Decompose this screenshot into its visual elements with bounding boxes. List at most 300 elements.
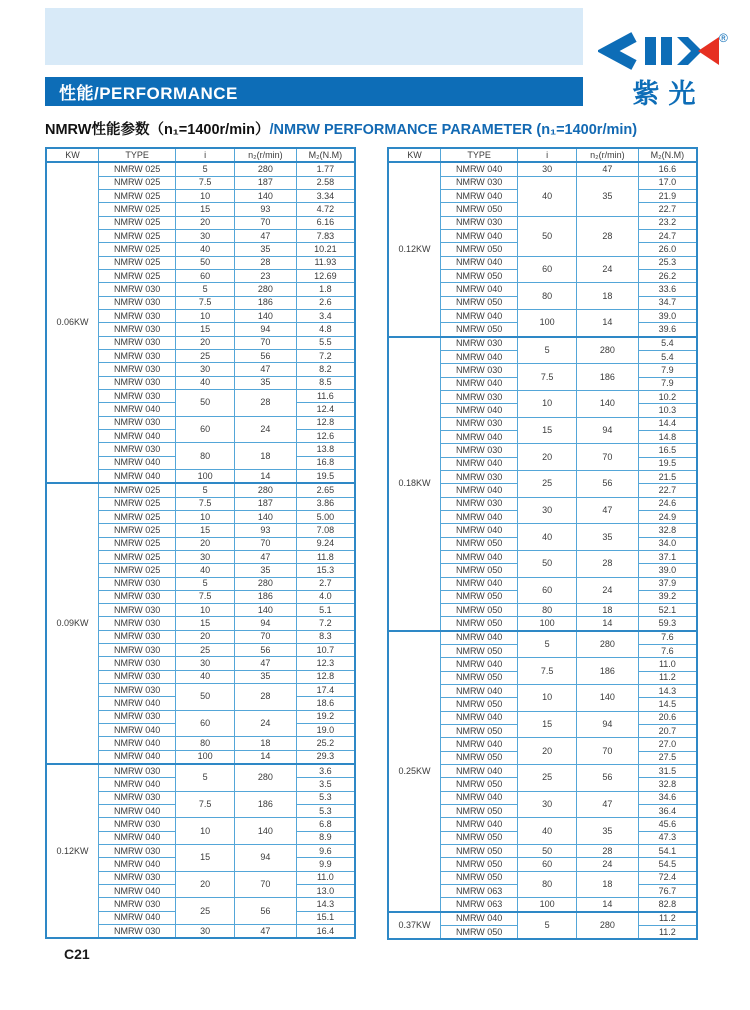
speed-cell: 35 <box>234 564 296 577</box>
logo-mark-icon <box>598 30 730 74</box>
type-cell: NMRW 025 <box>99 497 176 510</box>
speed-cell: 280 <box>576 912 638 940</box>
ratio-cell: 80 <box>176 443 235 470</box>
speed-cell: 280 <box>576 631 638 658</box>
ratio-cell: 5 <box>176 577 235 590</box>
type-cell: NMRW 050 <box>441 671 518 684</box>
column-header: TYPE <box>441 148 518 162</box>
speed-cell: 94 <box>234 323 296 336</box>
ratio-cell: 30 <box>176 550 235 563</box>
ratio-cell: 40 <box>176 564 235 577</box>
type-cell: NMRW 025 <box>99 564 176 577</box>
type-cell: NMRW 050 <box>441 269 518 282</box>
ratio-cell: 20 <box>176 537 235 550</box>
type-cell: NMRW 050 <box>441 698 518 711</box>
ratio-cell: 7.5 <box>518 364 577 391</box>
type-cell: NMRW 030 <box>99 657 176 670</box>
torque-cell: 19.2 <box>296 710 355 723</box>
speed-cell: 93 <box>234 203 296 216</box>
torque-cell: 72.4 <box>638 871 697 884</box>
speed-cell: 187 <box>234 176 296 189</box>
ratio-cell: 40 <box>518 818 577 845</box>
table-row <box>46 764 355 778</box>
ratio-cell: 80 <box>518 604 577 617</box>
ratio-cell: 40 <box>176 670 235 683</box>
torque-cell: 36.4 <box>638 805 697 818</box>
type-cell: NMRW 030 <box>99 764 176 778</box>
speed-cell: 24 <box>234 416 296 443</box>
type-cell: NMRW 030 <box>99 898 176 911</box>
type-cell: NMRW 030 <box>99 791 176 804</box>
ratio-cell: 80 <box>518 871 577 898</box>
type-cell: NMRW 040 <box>441 738 518 751</box>
type-cell: NMRW 030 <box>99 684 176 697</box>
torque-cell: 10.21 <box>296 243 355 256</box>
type-cell: NMRW 040 <box>441 912 518 926</box>
type-cell: NMRW 050 <box>441 831 518 844</box>
type-cell: NMRW 030 <box>441 417 518 430</box>
speed-cell: 28 <box>576 845 638 858</box>
type-cell: NMRW 040 <box>441 685 518 698</box>
torque-cell: 11.0 <box>638 658 697 671</box>
speed-cell: 187 <box>234 497 296 510</box>
type-cell: NMRW 030 <box>99 630 176 643</box>
table-row <box>388 631 697 645</box>
ratio-cell: 10 <box>518 685 577 712</box>
torque-cell: 4.0 <box>296 590 355 603</box>
kw-cell: 0.37KW <box>388 912 441 940</box>
table-header-row <box>388 148 697 162</box>
type-cell: NMRW 030 <box>441 216 518 229</box>
decor-panel <box>45 8 583 65</box>
type-cell: NMRW 025 <box>99 189 176 202</box>
torque-cell: 47.3 <box>638 831 697 844</box>
torque-cell: 5.4 <box>638 350 697 363</box>
kw-cell: 0.18KW <box>388 337 441 631</box>
torque-cell: 2.65 <box>296 483 355 497</box>
type-cell: NMRW 040 <box>441 256 518 269</box>
speed-cell: 140 <box>576 685 638 712</box>
section-title: 性能/PERFORMANCE <box>59 84 238 103</box>
ratio-cell: 50 <box>518 845 577 858</box>
torque-cell: 7.9 <box>638 364 697 377</box>
torque-cell: 20.7 <box>638 725 697 738</box>
brand-logo <box>598 30 730 110</box>
type-cell: NMRW 025 <box>99 524 176 537</box>
ratio-cell: 5 <box>518 337 577 364</box>
speed-cell: 47 <box>234 925 296 939</box>
speed-cell: 140 <box>234 189 296 202</box>
torque-cell: 11.93 <box>296 256 355 269</box>
type-cell: NMRW 040 <box>99 858 176 871</box>
torque-cell: 8.2 <box>296 363 355 376</box>
type-cell: NMRW 040 <box>99 403 176 416</box>
ratio-cell: 30 <box>176 657 235 670</box>
speed-cell: 35 <box>576 818 638 845</box>
speed-cell: 24 <box>234 710 296 737</box>
speed-cell: 24 <box>576 858 638 871</box>
speed-cell: 18 <box>576 604 638 617</box>
torque-cell: 12.69 <box>296 269 355 282</box>
speed-cell: 94 <box>234 845 296 872</box>
torque-cell: 20.6 <box>638 711 697 724</box>
torque-cell: 19.0 <box>296 724 355 737</box>
torque-cell: 7.2 <box>296 349 355 362</box>
type-cell: NMRW 030 <box>99 349 176 362</box>
torque-cell: 8.9 <box>296 831 355 844</box>
type-cell: NMRW 040 <box>99 456 176 469</box>
type-cell: NMRW 040 <box>441 350 518 363</box>
ratio-cell: 5 <box>176 764 235 791</box>
type-cell: NMRW 030 <box>441 176 518 189</box>
torque-cell: 23.2 <box>638 216 697 229</box>
torque-cell: 39.6 <box>638 323 697 337</box>
ratio-cell: 100 <box>176 750 235 764</box>
type-cell: NMRW 030 <box>441 337 518 351</box>
ratio-cell: 30 <box>518 497 577 524</box>
type-cell: NMRW 050 <box>441 751 518 764</box>
ratio-cell: 100 <box>518 898 577 912</box>
speed-cell: 94 <box>234 617 296 630</box>
ratio-cell: 30 <box>518 791 577 818</box>
ratio-cell: 15 <box>176 203 235 216</box>
torque-cell: 9.6 <box>296 845 355 858</box>
torque-cell: 59.3 <box>638 617 697 631</box>
ratio-cell: 50 <box>176 389 235 416</box>
type-cell: NMRW 030 <box>99 604 176 617</box>
ratio-cell: 5 <box>518 912 577 940</box>
type-cell: NMRW 030 <box>99 577 176 590</box>
type-cell: NMRW 050 <box>441 564 518 577</box>
ratio-cell: 15 <box>518 711 577 738</box>
column-header: KW <box>46 148 99 162</box>
type-cell: NMRW 050 <box>441 203 518 216</box>
type-cell: NMRW 040 <box>441 631 518 645</box>
torque-cell: 6.16 <box>296 216 355 229</box>
ratio-cell: 60 <box>176 269 235 282</box>
torque-cell: 34.0 <box>638 537 697 550</box>
torque-cell: 34.6 <box>638 791 697 804</box>
torque-cell: 11.2 <box>638 926 697 940</box>
torque-cell: 14.5 <box>638 698 697 711</box>
torque-cell: 16.5 <box>638 444 697 457</box>
speed-cell: 47 <box>576 497 638 524</box>
torque-cell: 1.77 <box>296 162 355 176</box>
torque-cell: 24.6 <box>638 497 697 510</box>
ratio-cell: 10 <box>176 604 235 617</box>
speed-cell: 35 <box>576 176 638 216</box>
speed-cell: 47 <box>234 229 296 242</box>
ratio-cell: 30 <box>176 363 235 376</box>
ratio-cell: 25 <box>176 898 235 925</box>
ratio-cell: 60 <box>518 858 577 871</box>
type-cell: NMRW 040 <box>441 524 518 537</box>
type-cell: NMRW 025 <box>99 269 176 282</box>
type-cell: NMRW 030 <box>99 871 176 884</box>
ratio-cell: 50 <box>176 256 235 269</box>
kw-cell: 0.06KW <box>46 162 99 483</box>
ratio-cell: 10 <box>518 390 577 417</box>
torque-cell: 54.5 <box>638 858 697 871</box>
torque-cell: 14.3 <box>638 685 697 698</box>
type-cell: NMRW 025 <box>99 203 176 216</box>
speed-cell: 18 <box>234 443 296 470</box>
ratio-cell: 80 <box>518 283 577 310</box>
ratio-cell: 20 <box>176 630 235 643</box>
type-cell: NMRW 050 <box>441 778 518 791</box>
torque-cell: 5.5 <box>296 336 355 349</box>
type-cell: NMRW 050 <box>441 845 518 858</box>
ratio-cell: 60 <box>176 416 235 443</box>
torque-cell: 16.4 <box>296 925 355 939</box>
torque-cell: 2.6 <box>296 296 355 309</box>
torque-cell: 7.08 <box>296 524 355 537</box>
ratio-cell: 40 <box>176 376 235 389</box>
ratio-cell: 5 <box>176 283 235 296</box>
torque-cell: 39.0 <box>638 564 697 577</box>
torque-cell: 24.7 <box>638 229 697 242</box>
column-header: n₂(r/min) <box>576 148 638 162</box>
speed-cell: 280 <box>234 764 296 791</box>
type-cell: NMRW 040 <box>99 805 176 818</box>
torque-cell: 12.8 <box>296 416 355 429</box>
ratio-cell: 15 <box>176 524 235 537</box>
ratio-cell: 10 <box>176 510 235 523</box>
ratio-cell: 15 <box>176 617 235 630</box>
type-cell: NMRW 040 <box>99 429 176 442</box>
type-cell: NMRW 030 <box>99 590 176 603</box>
performance-table <box>387 147 698 940</box>
speed-cell: 70 <box>234 216 296 229</box>
ratio-cell: 30 <box>176 229 235 242</box>
type-cell: NMRW 040 <box>441 658 518 671</box>
speed-cell: 140 <box>234 309 296 322</box>
ratio-cell: 100 <box>176 469 235 483</box>
torque-cell: 12.8 <box>296 670 355 683</box>
torque-cell: 15.3 <box>296 564 355 577</box>
speed-cell: 140 <box>234 818 296 845</box>
speed-cell: 35 <box>234 243 296 256</box>
torque-cell: 31.5 <box>638 765 697 778</box>
type-cell: NMRW 040 <box>441 189 518 202</box>
speed-cell: 18 <box>576 871 638 898</box>
ratio-cell: 5 <box>176 483 235 497</box>
ratio-cell: 7.5 <box>176 296 235 309</box>
speed-cell: 280 <box>234 577 296 590</box>
type-cell: NMRW 030 <box>99 818 176 831</box>
speed-cell: 70 <box>234 336 296 349</box>
kw-cell: 0.25KW <box>388 631 441 912</box>
type-cell: NMRW 030 <box>99 389 176 402</box>
torque-cell: 4.72 <box>296 203 355 216</box>
torque-cell: 19.5 <box>638 457 697 470</box>
type-cell: NMRW 040 <box>99 750 176 764</box>
speed-cell: 47 <box>576 791 638 818</box>
type-cell: NMRW 040 <box>441 162 518 176</box>
type-cell: NMRW 040 <box>99 724 176 737</box>
torque-cell: 8.5 <box>296 376 355 389</box>
type-cell: NMRW 050 <box>441 296 518 309</box>
type-cell: NMRW 040 <box>441 577 518 590</box>
torque-cell: 26.2 <box>638 269 697 282</box>
type-cell: NMRW 030 <box>99 363 176 376</box>
ratio-cell: 100 <box>518 617 577 631</box>
torque-cell: 21.5 <box>638 470 697 483</box>
torque-cell: 9.9 <box>296 858 355 871</box>
type-cell: NMRW 040 <box>441 309 518 322</box>
table-row <box>388 912 697 926</box>
ratio-cell: 25 <box>176 644 235 657</box>
torque-cell: 13.8 <box>296 443 355 456</box>
speed-cell: 35 <box>234 376 296 389</box>
speed-cell: 47 <box>234 550 296 563</box>
type-cell: NMRW 040 <box>441 283 518 296</box>
ratio-cell: 15 <box>176 845 235 872</box>
torque-cell: 21.9 <box>638 189 697 202</box>
speed-cell: 186 <box>234 791 296 818</box>
torque-cell: 76.7 <box>638 885 697 898</box>
speed-cell: 140 <box>234 604 296 617</box>
torque-cell: 39.0 <box>638 309 697 322</box>
ratio-cell: 50 <box>176 684 235 711</box>
torque-cell: 14.4 <box>638 417 697 430</box>
torque-cell: 7.6 <box>638 631 697 645</box>
type-cell: NMRW 063 <box>441 885 518 898</box>
speed-cell: 14 <box>576 617 638 631</box>
torque-cell: 5.3 <box>296 805 355 818</box>
ratio-cell: 30 <box>176 925 235 939</box>
type-cell: NMRW 040 <box>441 229 518 242</box>
torque-cell: 26.0 <box>638 243 697 256</box>
torque-cell: 15.1 <box>296 911 355 924</box>
speed-cell: 24 <box>576 256 638 283</box>
torque-cell: 3.86 <box>296 497 355 510</box>
speed-cell: 47 <box>576 162 638 176</box>
speed-cell: 140 <box>234 510 296 523</box>
speed-cell: 280 <box>576 337 638 364</box>
speed-cell: 93 <box>234 524 296 537</box>
torque-cell: 7.9 <box>638 377 697 390</box>
type-cell: NMRW 025 <box>99 256 176 269</box>
torque-cell: 17.4 <box>296 684 355 697</box>
speed-cell: 56 <box>234 644 296 657</box>
torque-cell: 10.2 <box>638 390 697 403</box>
torque-cell: 3.34 <box>296 189 355 202</box>
type-cell: NMRW 025 <box>99 510 176 523</box>
type-cell: NMRW 040 <box>441 377 518 390</box>
torque-cell: 12.3 <box>296 657 355 670</box>
type-cell: NMRW 050 <box>441 926 518 940</box>
torque-cell: 11.0 <box>296 871 355 884</box>
torque-cell: 32.8 <box>638 778 697 791</box>
type-cell: NMRW 025 <box>99 483 176 497</box>
page-title-cn: NMRW性能参数（n₁=1400r/min） <box>45 122 270 138</box>
type-cell: NMRW 025 <box>99 162 176 176</box>
type-cell: NMRW 040 <box>441 550 518 563</box>
type-cell: NMRW 030 <box>441 390 518 403</box>
ratio-cell: 10 <box>176 818 235 845</box>
torque-cell: 7.83 <box>296 229 355 242</box>
torque-cell: 6.8 <box>296 818 355 831</box>
torque-cell: 2.58 <box>296 176 355 189</box>
ratio-cell: 25 <box>518 470 577 497</box>
speed-cell: 14 <box>234 469 296 483</box>
type-cell: NMRW 025 <box>99 229 176 242</box>
torque-cell: 39.2 <box>638 590 697 603</box>
ratio-cell: 7.5 <box>176 497 235 510</box>
ratio-cell: 7.5 <box>176 176 235 189</box>
type-cell: NMRW 030 <box>99 670 176 683</box>
column-header: i <box>518 148 577 162</box>
torque-cell: 11.2 <box>638 671 697 684</box>
torque-cell: 18.6 <box>296 697 355 710</box>
type-cell: NMRW 040 <box>99 697 176 710</box>
speed-cell: 94 <box>576 417 638 444</box>
type-cell: NMRW 030 <box>99 376 176 389</box>
torque-cell: 25.2 <box>296 737 355 750</box>
speed-cell: 28 <box>234 256 296 269</box>
ratio-cell: 40 <box>518 524 577 551</box>
type-cell: NMRW 030 <box>441 497 518 510</box>
torque-cell: 14.8 <box>638 430 697 443</box>
speed-cell: 94 <box>576 711 638 738</box>
performance-table-right <box>387 147 698 940</box>
type-cell: NMRW 040 <box>99 911 176 924</box>
column-header: n₂(r/min) <box>234 148 296 162</box>
torque-cell: 2.7 <box>296 577 355 590</box>
type-cell: NMRW 040 <box>441 818 518 831</box>
type-cell: NMRW 040 <box>441 791 518 804</box>
type-cell: NMRW 030 <box>99 845 176 858</box>
speed-cell: 56 <box>576 765 638 792</box>
page-title <box>45 118 735 139</box>
speed-cell: 56 <box>576 470 638 497</box>
ratio-cell: 7.5 <box>176 590 235 603</box>
speed-cell: 35 <box>234 670 296 683</box>
torque-cell: 54.1 <box>638 845 697 858</box>
column-header: KW <box>388 148 441 162</box>
type-cell: NMRW 050 <box>441 858 518 871</box>
type-cell: NMRW 030 <box>99 710 176 723</box>
type-cell: NMRW 025 <box>99 550 176 563</box>
torque-cell: 22.7 <box>638 203 697 216</box>
speed-cell: 28 <box>234 684 296 711</box>
ratio-cell: 20 <box>518 738 577 765</box>
type-cell: NMRW 025 <box>99 537 176 550</box>
ratio-cell: 100 <box>518 309 577 336</box>
speed-cell: 24 <box>576 577 638 604</box>
ratio-cell: 25 <box>518 765 577 792</box>
torque-cell: 5.3 <box>296 791 355 804</box>
torque-cell: 12.4 <box>296 403 355 416</box>
logo-chinese: 紫光 <box>632 79 705 109</box>
torque-cell: 33.6 <box>638 283 697 296</box>
table-row <box>46 162 355 176</box>
speed-cell: 28 <box>576 550 638 577</box>
type-cell: NMRW 050 <box>441 617 518 631</box>
column-header: i <box>176 148 235 162</box>
speed-cell: 70 <box>234 871 296 898</box>
ratio-cell: 50 <box>518 216 577 256</box>
speed-cell: 18 <box>576 283 638 310</box>
torque-cell: 8.3 <box>296 630 355 643</box>
torque-cell: 37.9 <box>638 577 697 590</box>
type-cell: NMRW 050 <box>441 604 518 617</box>
torque-cell: 7.2 <box>296 617 355 630</box>
torque-cell: 82.8 <box>638 898 697 912</box>
type-cell: NMRW 040 <box>99 737 176 750</box>
ratio-cell: 5 <box>518 631 577 658</box>
